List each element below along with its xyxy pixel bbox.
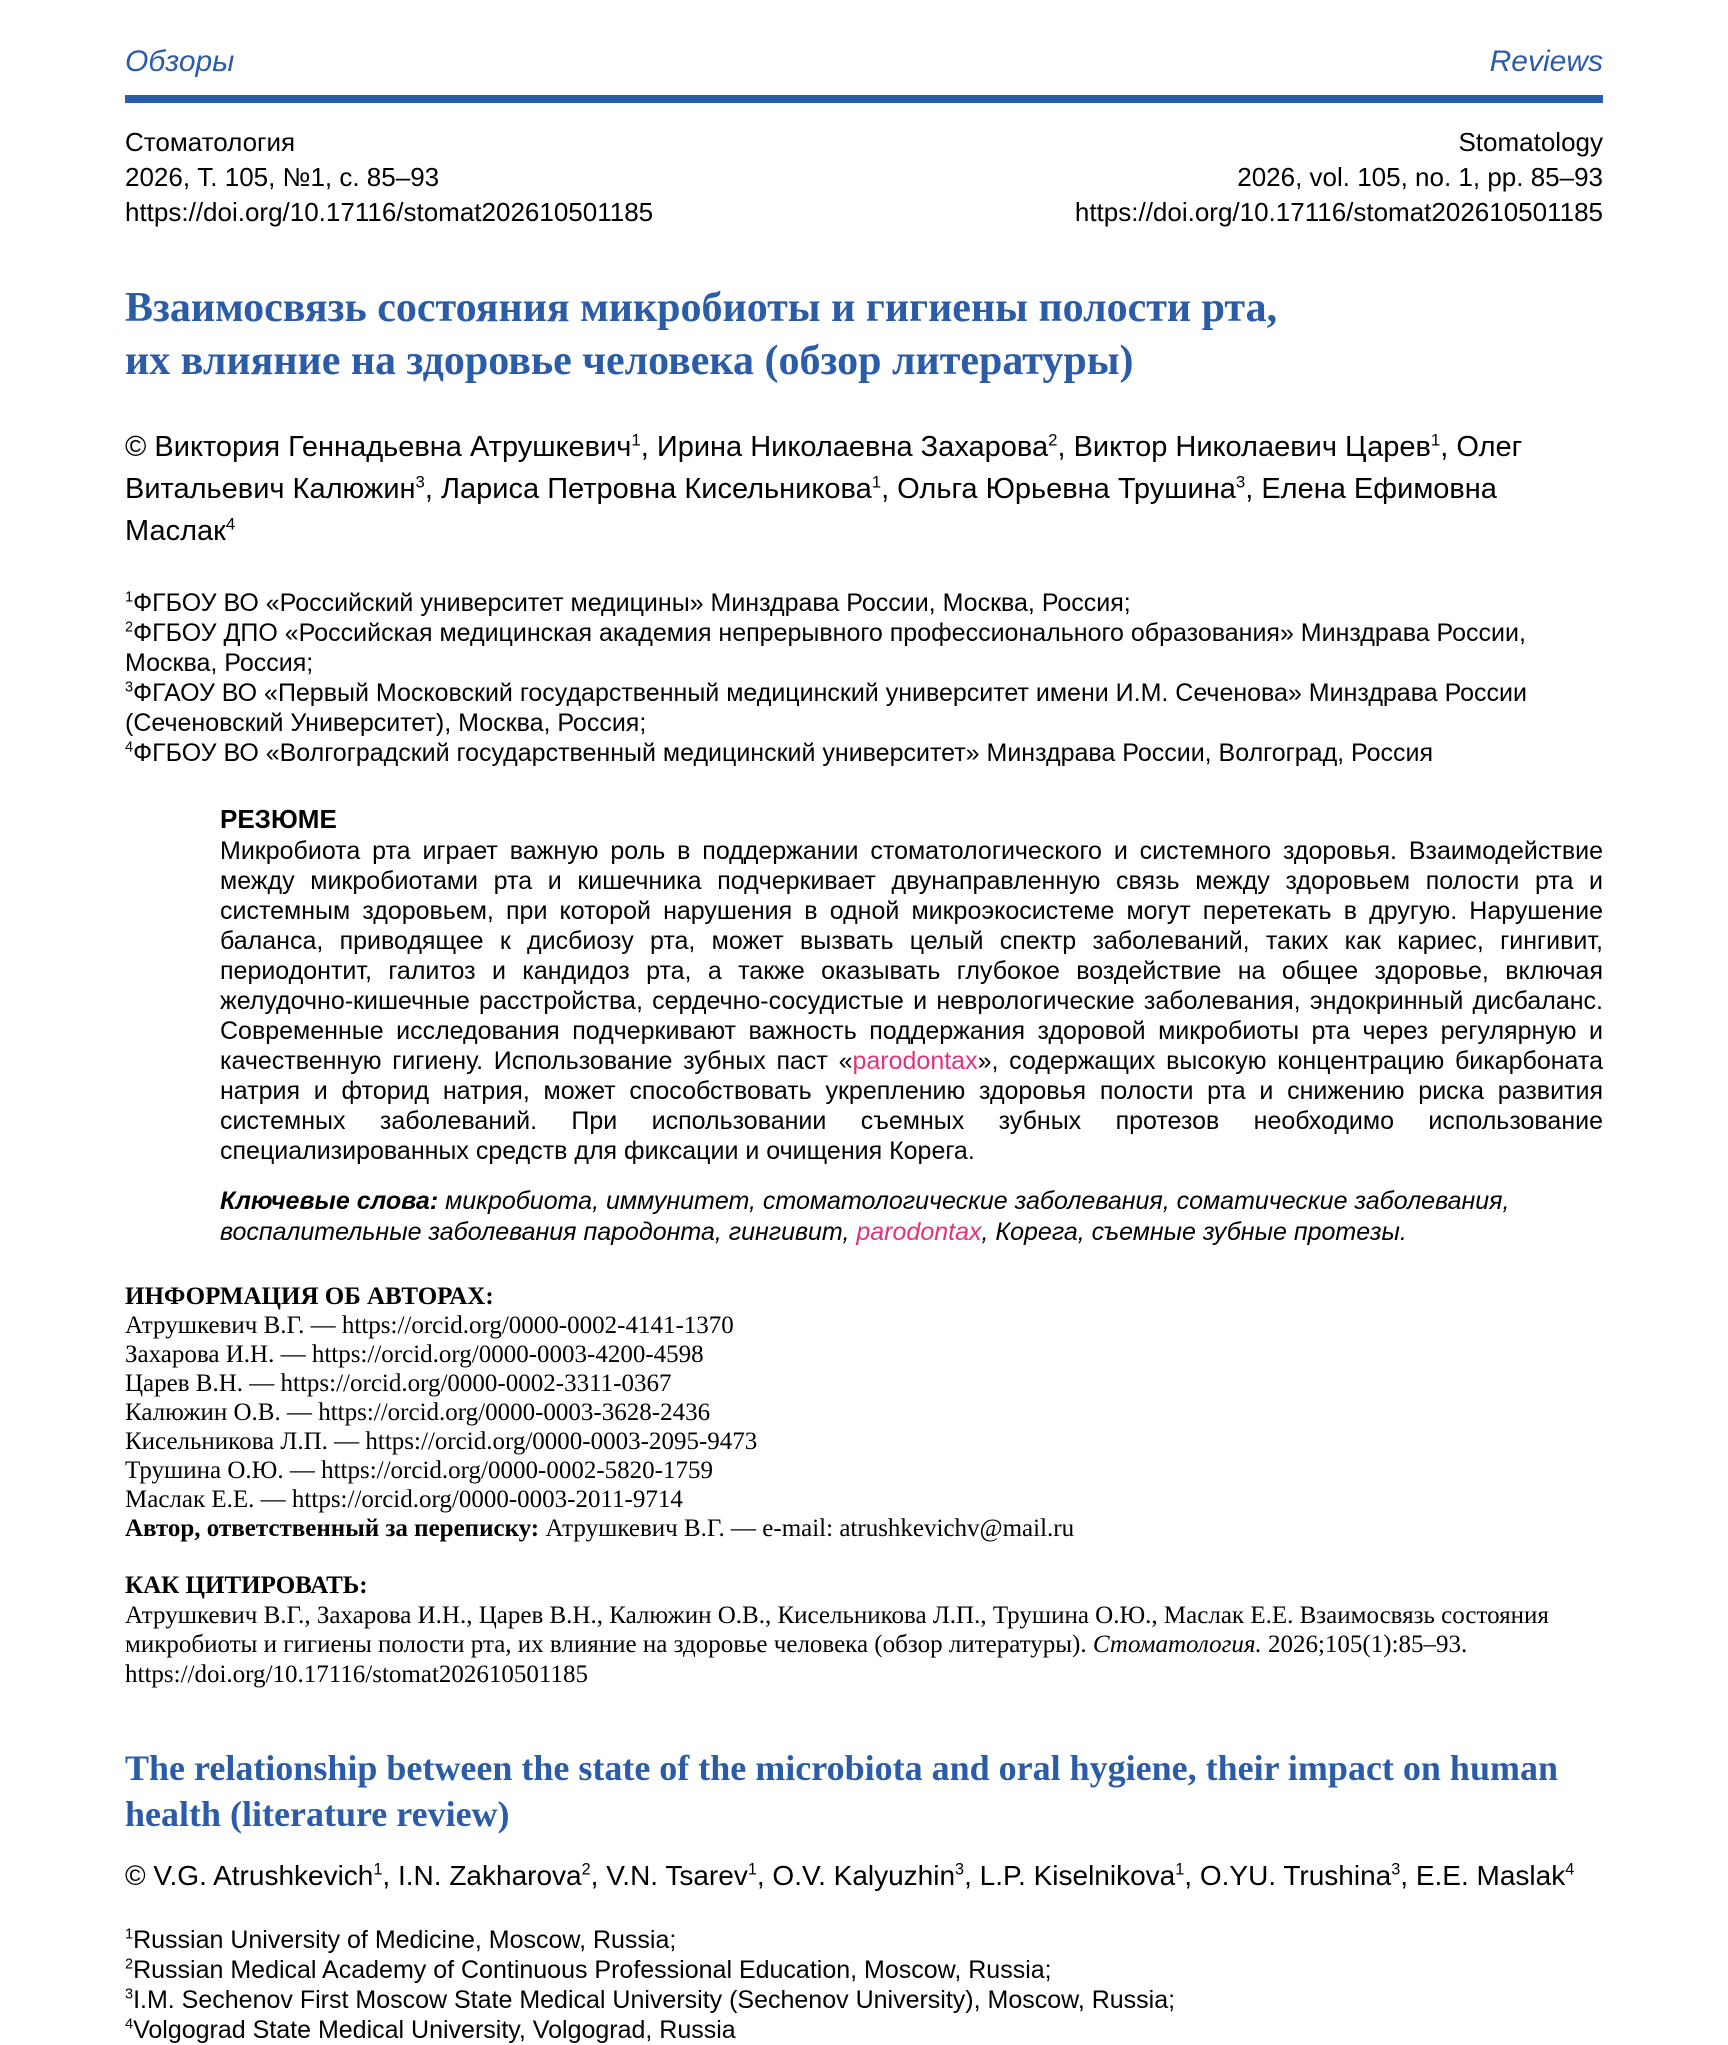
author-info-section	[125, 1282, 1603, 1543]
abstract-text: Микробиота рта играет важную роль в поддержании стоматологического и системного здоровья. Взаимодействие между микробиотами рта и кишечника подчеркивает двунаправленную связь между здоровьем полости рта и системным здоровьем, при которой нарушения в одной микроэкосистеме могут перетекать в другую. Нарушение баланса, приводящее к дисбиозу рта, может вызвать целый спектр заболеваний, таких как кариес, гингивит, периодонтит, галитоз и кандидоз рта, а также оказывать глубокое воздействие на общее здоровье, включая желудочно-кишечные расстройства, сердечно-сосудистые и неврологические заболевания, эндокринный дисбаланс. Современные исследования подчеркивают важность поддержания здоровой микробиоты рта через регулярную и качественную гигиену. Использование зубных паст «parodontax», содержащих высокую концентрацию бикарбоната натрия и фторид натрия, может способствовать укреплению здоровья полости рта и снижению риска развития системных заболеваний. При использовании съемных зубных протезов необходимо использование специализированных средств для фиксации и очищения Корега.	[220, 837, 1603, 1165]
journal-name-ru: Стоматология	[125, 127, 296, 157]
article-title-en-line: health (literature review)	[125, 1794, 510, 1834]
article-title-en	[125, 1745, 1603, 1837]
corresponding-author-line: Автор, ответственный за переписку: Атрушкевич В.Г. — e-mail: atrushkevichv@mail.ru	[125, 1515, 1075, 1542]
journal-name-en: Stomatology	[1458, 127, 1603, 157]
affiliations-ru	[125, 588, 1603, 768]
article-title-en-line: The relationship between the state of the microbiota and oral hygiene, their impact on human	[125, 1748, 1558, 1788]
affiliation-line: $^1$Russian University of Medicine, Moscow, Russia;	[125, 1926, 677, 1954]
citation-section	[125, 1571, 1603, 1689]
abstract-heading: РЕЗЮМЕ	[220, 804, 337, 834]
orcid-line: Кисельникова Л.П. — https://orcid.org/0000-0003-2095-9473	[125, 1428, 758, 1455]
affiliation-line: $^4$Volgograd State Medical University, Volgograd, Russia	[125, 2016, 736, 2044]
publication-info	[125, 125, 1603, 230]
section-label-en: Reviews	[1489, 45, 1603, 78]
orcid-line: Атрушкевич В.Г. — https://orcid.org/0000-0002-4141-1370	[125, 1312, 734, 1339]
publication-info-en	[1075, 125, 1603, 230]
citation-text: Атрушкевич В.Г., Захарова И.Н., Царев В.Н., Калюжин О.В., Кисельникова Л.П., Трушина О.Ю., Маслак Е.Е. Взаимосвязь состояния микробиоты и гигиены полости рта, их влияние на здоровье человека (обзор литературы). Стоматология. 2026;105(1):85–93. https://doi.org/10.17116/stomat202610501185	[125, 1601, 1549, 1688]
affiliation-line: $^2$Russian Medical Academy of Continuous Professional Education, Moscow, Russia;	[125, 1956, 1052, 1984]
publication-info-ru	[125, 125, 653, 230]
abstract-section	[220, 804, 1603, 1248]
affiliation-line: $^2$ФГБОУ ДПО «Российская медицинская академия непрерывного профессионального образования» Минздрава России,	[125, 619, 1526, 647]
authors-en: © V.G. Atrushkevich$^1$, I.N. Zakharova$^2$, V.N. Tsarev$^1$, O.V. Kalyuzhin$^3$, L.P. Kiselnikova$^1$, O.YU. Trushina$^3$, E.E. Maslak$^4$	[125, 1860, 1575, 1891]
article-title-ru	[125, 282, 1603, 388]
orcid-line: Захарова И.Н. — https://orcid.org/0000-0003-4200-4598	[125, 1341, 704, 1368]
affiliation-line: $^1$ФГБОУ ВО «Российский университет медицины» Минздрава России, Москва, Россия;	[125, 589, 1131, 617]
orcid-line: Маслак Е.Е. — https://orcid.org/0000-0003-2011-9714	[125, 1486, 683, 1513]
affiliations-en	[125, 1925, 1603, 2045]
running-head	[125, 45, 1603, 79]
header-divider-rule	[125, 95, 1603, 103]
issue-info-en: 2026, vol. 105, no. 1, pp. 85–93	[1237, 162, 1603, 192]
author-info-heading: ИНФОРМАЦИЯ ОБ АВТОРАХ:	[125, 1283, 494, 1310]
orcid-line: Трушина О.Ю. — https://orcid.org/0000-0002-5820-1759	[125, 1457, 713, 1484]
affiliation-line: $^3$ФГАОУ ВО «Первый Московский государственный медицинский университет имени И.М. Сеченова» Минздрава России	[125, 679, 1527, 707]
affiliation-line: $^3$I.M. Sechenov First Moscow State Medical University (Sechenov University), Moscow, Russia;	[125, 1986, 1176, 2014]
section-label-ru: Обзоры	[125, 45, 235, 78]
keywords-text: Ключевые слова: микробиота, иммунитет, стоматологические заболевания, соматические заболевания, воспалительные заболевания пародонта, гингивит, parodontax, Корега, съемные зубные протезы.	[220, 1187, 1510, 1246]
article-title-ru-line: Взаимосвязь состояния микробиоты и гигиены полости рта,	[125, 285, 1278, 331]
citation-heading: КАК ЦИТИРОВАТЬ:	[125, 1572, 368, 1599]
doi-link-en[interactable]: https://doi.org/10.17116/stomat202610501185	[1074, 197, 1603, 227]
authors-ru: © Виктория Геннадьевна Атрушкевич$^1$, Ирина Николаевна Захарова$^2$, Виктор Николаевич Царев$^1$, Олег Витальевич Калюжин$^3$, Лариса Петровна Кисельникова$^1$, Ольга Юрьевна Трушина$^3$, Елена Ефимовна Маслак$^4$	[125, 430, 1523, 547]
issue-info-ru: 2026, Т. 105, №1, с. 85–93	[125, 162, 440, 192]
affiliation-line: Москва, Россия;	[125, 649, 314, 677]
article-title-ru-line: их влияние на здоровье человека (обзор литературы)	[125, 338, 1134, 384]
orcid-line: Царев В.Н. — https://orcid.org/0000-0002-3311-0367	[125, 1370, 672, 1397]
orcid-line: Калюжин О.В. — https://orcid.org/0000-0003-3628-2436	[125, 1399, 711, 1426]
doi-link-ru[interactable]: https://doi.org/10.17116/stomat202610501185	[125, 197, 654, 227]
affiliation-line: $^4$ФГБОУ ВО «Волгоградский государственный медицинский университет» Минздрава России, Волгоград, Россия	[125, 739, 1434, 767]
affiliation-line: (Сеченовский Университет), Москва, Россия;	[125, 709, 647, 737]
